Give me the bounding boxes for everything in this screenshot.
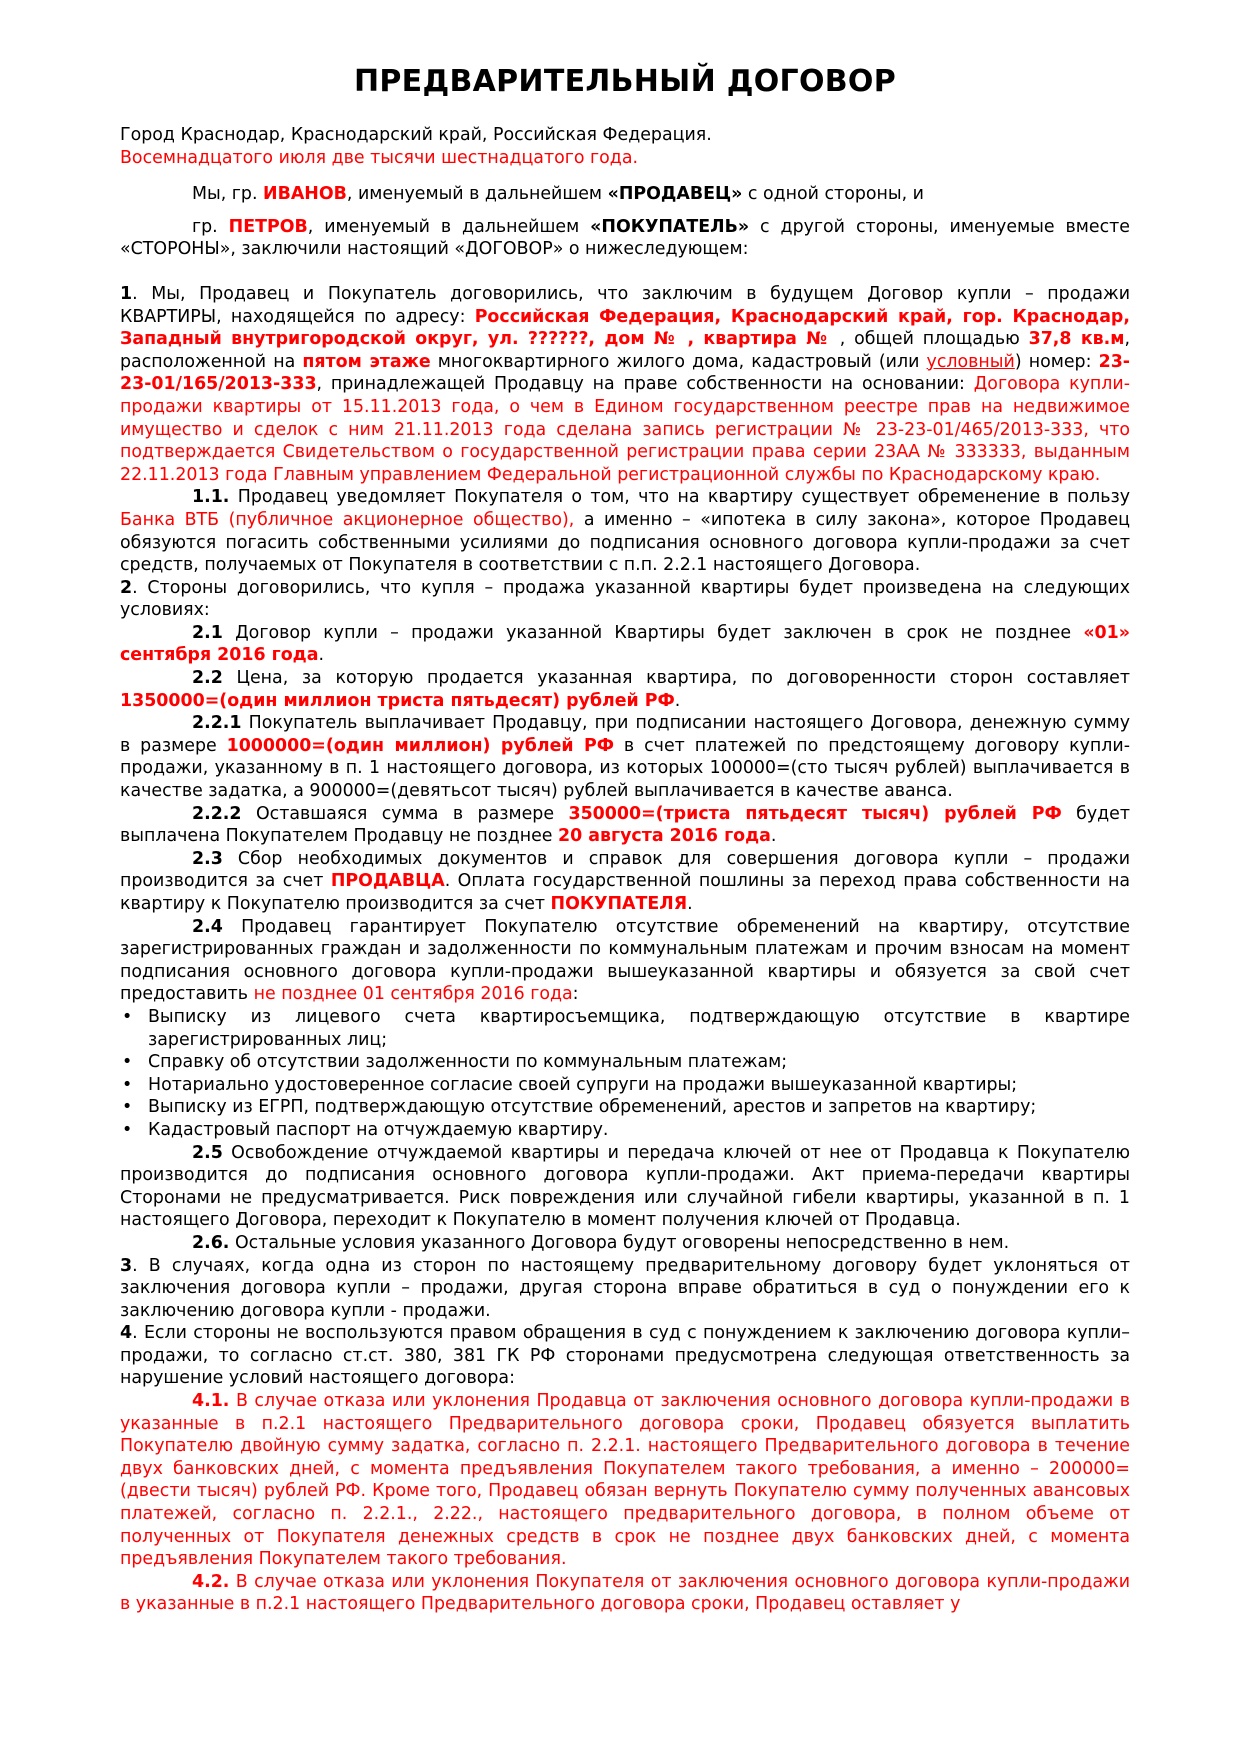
section-2-5: 2.5 Освобождение отчуждаемой квартиры и передача ключей от нее от Продавца к Покупателю производится до подписания основного договора купли-продажи. Акт приема-передачи квартиры Сторонами не предусматривается. Риск повреждения или случайной гибели квартиры, указанной в п. 1 настоящего Договора, переходит к Покупателю в момент получения ключей от Продавца. xyxy=(120,1142,1130,1231)
buyer-paragraph: гр. ПЕТРОВ, именуемый в дальнейшем «ПОКУПАТЕЛЬ» с другой стороны, именуемые вместе «СТОРОНЫ», заключили настоящий «ДОГОВОР» о нижеследующем: xyxy=(120,216,1130,260)
list-item: • Кадастровый паспорт на отчуждаемую квартиру. xyxy=(120,1119,1130,1142)
documents-deadline: не позднее 01 сентября 2016 года xyxy=(253,984,573,1005)
seller-name: ИВАНОВ xyxy=(263,184,347,205)
section-4-1: 4.1. В случае отказа или уклонения Продавца от заключения основного договора купли-продажи в указанные в п.2.1 настоящего Предварительного договора сроки, Продавец обязуется выплатить Покупателю двойную сумму задатка, согласно п. 2.2.1. настоящего Предварительного договора в течение двух банковских дней, с момента предъявления Покупателем такого требования, а именно – 200000=(двести тысяч) рублей РФ. Кроме того, Продавец обязан вернуть Покупателю сумму полученных авансовых платежей, согласно п. 2.2.1., 2.22., настоящего предварительного договора, в полном объеме от полученных от Покупателя денежных средств в срок не позднее двух банковских дней, с момента предъявления Покупателем такого требования. xyxy=(120,1391,1130,1570)
seller-paragraph: Мы, гр. ИВАНОВ, именуемый в дальнейшем «ПРОДАВЕЦ» с одной стороны, и xyxy=(192,184,924,205)
section-1-1: 1.1. Продавец уведомляет Покупателя о том, что на квартиру существует обременение в пользу Банка ВТБ (публичное акционерное общество), а именно – «ипотека в силу закона», которое Продавец обязуются погасить собственными усилиями до подписания основного договора купли-продажи за счет средств, получаемых от Покупателя в соответствии с п.п. 2.2.1 настоящего Договора. xyxy=(120,487,1131,576)
section-4-2: 4.2. В случае отказа или уклонения Покупателя от заключения основного договора купли-продажи в указанные в п.2.1 настоящего Предварительного договора сроки, Продавец оставляет у xyxy=(120,1571,1130,1615)
property-area: 37,8 кв.м xyxy=(1028,329,1125,350)
documents-list xyxy=(120,1006,1130,1142)
contract-deadline: «01» сентября 2016 года xyxy=(120,622,1130,666)
place-line: Город Краснодар, Краснодарский край, Российская Федерация. xyxy=(120,125,712,145)
property-address: Российская Федерация, Краснодарский край, гор. Краснодар, Западный внутригородской округ, ул. ??????, дом № , квартира № xyxy=(120,306,1130,350)
seller-role: «ПРОДАВЕЦ» xyxy=(607,184,743,205)
section-2-2-1: 2.2.1 Покупатель выплачивает Продавцу, при подписании настоящего Договора, денежную сумму в размере 1000000=(один миллион) рублей РФ в счет платежей по предстоящему договору купли-продажи, указанному в п. 1 настоящего договора, из которых 100000=(сто тысяч рублей) выплачивается в качестве задатка, а 900000=(девятьсот тысяч) рублей выплачивается в качестве аванса. xyxy=(120,713,1130,802)
contract-page xyxy=(120,40,1130,1616)
cadastral-number: 23-23-01/165/2013-333 xyxy=(120,351,1131,395)
date-line: Восемнадцатого июля две тысячи шестнадцатого года. xyxy=(120,147,639,168)
buyer-name: ПЕТРОВ xyxy=(228,216,308,237)
section-2-3: 2.3 Сбор необходимых документов и справок для совершения договора купли – продажи производится за счет ПРОДАВЦА. Оплата государственной пошлины за переход права собственности на квартиру к Покупателю производится за счет ПОКУПАТЕЛЯ. xyxy=(120,848,1131,914)
section-2-1: 2.1 Договор купли – продажи указанной Квартиры будет заключен в срок не позднее «01» сентября 2016 года. xyxy=(120,622,1130,666)
section-4: 4. Если стороны не воспользуются правом обращения в суд с понуждением к заключению договора купли–продажи, то согласно ст.ст. 380, 381 ГК РФ сторонами предусмотрена следующая ответственность за нарушение условий настоящего договора: xyxy=(120,1323,1130,1389)
property-floor: пятом этаже xyxy=(302,351,431,372)
section-2: 2. Стороны договорились, что купля – продажа указанной квартиры будет произведена на следующих условиях: xyxy=(120,577,1130,621)
list-item: • Справку об отсутствии задолженности по коммунальным платежам; xyxy=(120,1051,1130,1074)
bank-name: Банка ВТБ (публичное акционерное общество), xyxy=(120,509,575,530)
document-title: ПРЕДВАРИТЕЛЬНЫЙ ДОГОВОР xyxy=(353,64,897,99)
payment-deadline: 20 августа 2016 года xyxy=(558,826,771,847)
section-3: 3. В случаях, когда одна из сторон по настоящему предварительному договору будет уклоняться от заключения договора купли – продажи, другая сторона вправе обратиться в суд о понуждении его к заключению договора купли - продажи. xyxy=(120,1255,1130,1321)
deposit-sum: 1000000=(один миллион) рублей РФ xyxy=(226,735,614,756)
section-2-2-2: 2.2.2 Оставшаяся сумма в размере 350000=(триста пятьдесят тысяч) рублей РФ будет выплачена Покупателем Продавцу не позднее 20 августа 2016 года. xyxy=(120,803,1130,847)
ownership-basis: Договора купли-продажи квартиры от 15.11.2013 года, о чем в Едином государственном реестре прав на недвижимое имущество и сделок с ним 21.11.2013 года сделана запись регистрации № 23-23-01/465/2013-333, что подтверждается Свидетельством о государственной регистрации права серии 23АА № 333333, выданным 22.11.2013 года Главным управлением Федеральной регистрационной службы по Краснодарскому краю. xyxy=(120,374,1130,485)
list-item: • Выписку из лицевого счета квартиросъемщика, подтверждающую отсутствие в квартире зарегистрированных лиц; xyxy=(120,1006,1130,1051)
list-item: • Выписку из ЕГРП, подтверждающую отсутствие обременений, арестов и запретов на квартиру; xyxy=(120,1096,1130,1119)
section-1: 1. Мы, Продавец и Покупатель договорились, что заключим в будущем Договор купли – продажи КВАРТИРЫ, находящейся по адресу: Российская Федерация, Краснодарский край, гор. Краснодар, Западный внутригородской округ, ул. ??????, дом № , квартира № , общей площадью 37,8 кв.м, расположенной на пятом этаже многоквартирного жилого дома, кадастровый (или условный) номер: 23-23-01/165/2013-333, принадлежащей Продавцу на праве собственности на основании: Договора купли-продажи квартиры от 15.11.2013 года, о чем в Едином государственном реестре прав на недвижимое имущество и сделок с ним 21.11.2013 года сделана запись регистрации № 23-23-01/465/2013-333, что подтверждается Свидетельством о государственной регистрации права серии 23АА № 333333, выданным 22.11.2013 года Главным управлением Федеральной регистрационной службы по Краснодарскому краю. xyxy=(120,283,1131,485)
remaining-sum: 350000=(триста пятьдесят тысяч) рублей РФ xyxy=(568,803,1062,824)
section-2-2: 2.2 Цена, за которую продается указанная квартира, по договоренности сторон составляет 1350000=(один миллион триста пятьдесят) рублей РФ. xyxy=(120,668,1130,711)
buyer-role: «ПОКУПАТЕЛЬ» xyxy=(590,216,750,237)
section-2-6: 2.6. Остальные условия указанного Договора будут оговорены непосредственно в нем. xyxy=(192,1232,1010,1253)
section-2-4: 2.4 Продавец гарантирует Покупателю отсутствие обременений на квартиру, отсутствие зарегистрированных граждан и задолженности по коммунальным платежам и прочим взносам на момент подписания основного договора купли-продажи вышеуказанной квартиры и обязуется за свой счет предоставить не позднее 01 сентября 2016 года: xyxy=(120,916,1130,1005)
total-price: 1350000=(один миллион триста пятьдесят) рублей РФ xyxy=(120,690,675,711)
list-item: • Нотариально удостоверенное согласие своей супруги на продажи вышеуказанной квартиры; xyxy=(120,1074,1130,1097)
